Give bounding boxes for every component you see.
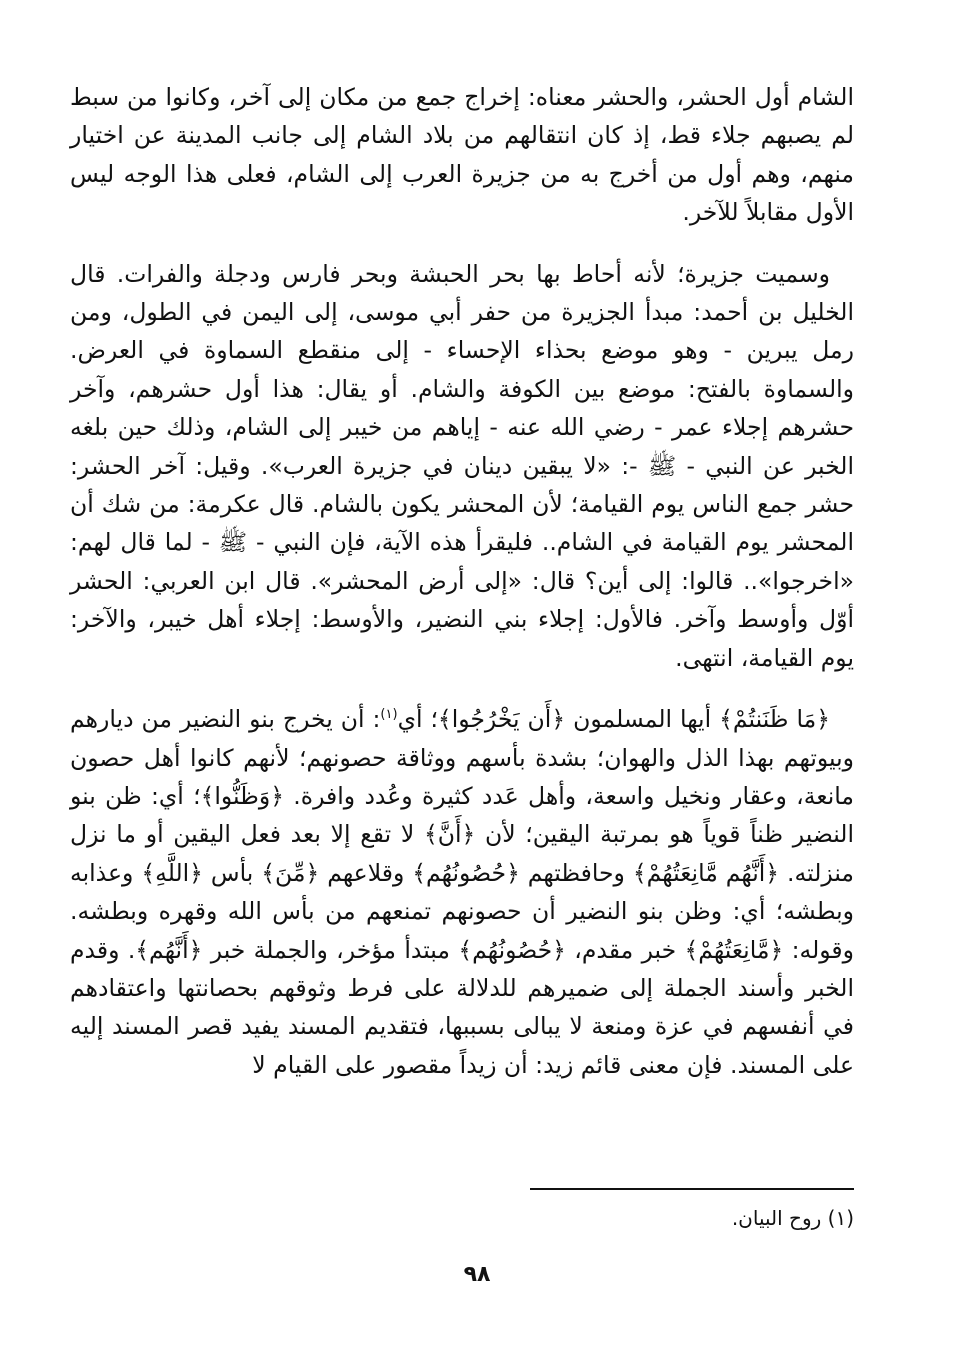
footnote-1: (١) روح البيان.	[731, 1206, 854, 1230]
paragraph-gap	[70, 677, 854, 700]
footnote-reference: (١)	[380, 707, 398, 723]
page-number: ٩٨	[463, 1262, 491, 1287]
paragraph-3-start: ﴿مَا ظَنَنتُمْ﴾ أيها المسلمون ﴿أَن يَخْرُجُوا﴾؛ أي	[397, 705, 830, 734]
page-body	[70, 78, 854, 1084]
paragraph-gap	[70, 232, 854, 255]
paragraph-3-rest: : أن يخرج بنو النضير من ديارهم وبيوتهم بهذا الذل والهوان؛ بشدة بأسهم ووثاقة حصونهم؛ لأنهم كانوا أهل حصون مانعة، وعقار ونخيل واسعة، وأهل عَدد كثيرة وعُدد وافرة. ﴿وَظَنُّوا﴾؛ أي: ظن بنو النضير ظناً قوياً هو بمرتبة اليقين؛ لأن ﴿أَنَّ﴾ لا تقع إلا بعد فعل اليقين أو ما نزل منزلته. ﴿أَنَّهُم مَّانِعَتُهُمْ﴾ وحافظتهم ﴿حُصُونُهُم﴾ وقلاعهم ﴿مِّنَ﴾ بأس ﴿اللَّهِ﴾ وعذابه وبطشه؛ أي: وظن بنو النضير أن حصونهم تمنعهم من بأس الله وقهره وبطشه. وقوله: ﴿مَّانِعَتُهُمْ﴾ خبر مقدم، ﴿حُصُونُهُم﴾ مبتدأ مؤخر، والجملة خبر ﴿أَنَّهُم﴾. وقدم الخبر وأسند الجملة إلى ضميرهم للدلالة على فرط وثوقهم بحصانتها واعتقادهم في أنفسهم في عزة ومنعة لا يبالى بسببها، فتقديم المسند يفيد قصر المسند إليه على المسند. فإن معنى قائم زيد: أن زيداً مقصور على القيام لا	[70, 705, 854, 1079]
paragraph-3	[70, 700, 854, 1084]
footnote-divider	[530, 1188, 854, 1190]
paragraph-2: وسميت جزيرة؛ لأنه أحاط بها بحر الحبشة وبحر فارس ودجلة والفرات. قال الخليل بن أحمد: مبدأ الجزيرة من حفر أبي موسى، إلى اليمن في الطول، ومن رمل يبرين - وهو موضع بحذاء الإحساء - إلى منقطع السماوة في العرض. والسماوة بالفتح: موضع بين الكوفة والشام. أو يقال: هذا أول حشرهم، وآخر حشرهم إجلاء عمر - رضي الله عنه - إياهم من خيبر إلى الشام، وذلك حين بلغه الخبر عن النبي - ﷺ -: «لا يبقين دينان في جزيرة العرب». وقيل: آخر الحشر: حشر جمع الناس يوم القيامة؛ لأن المحشر يكون بالشام. قال عكرمة: من شك أن المحشر يوم القيامة في الشام.. فليقرأ هذه الآية، فإن النبي - ﷺ - لما قال لهم: «اخرجوا».. قالوا: إلى أين؟ قال: «إلى أرض المحشر». قال ابن العربي: الحشر أوّل وأوسط وآخر. فالأول: إجلاء بني النضير، والأوسط: إجلاء أهل خيبر، والآخر: يوم القيامة، انتهى.	[70, 259, 854, 672]
paragraph-1: الشام أول الحشر، والحشر معناه: إخراج جمع من مكان إلى آخر، وكانوا من سبط لم يصبهم جلاء قط، إذ كان انتقالهم من بلاد الشام إلى جانب المدينة عن اختيار منهم، وهم أول من أخرج به من جزيرة العرب إلى الشام، فعلى هذا الوجه ليس الأول مقابلاً للآخر.	[70, 83, 854, 227]
